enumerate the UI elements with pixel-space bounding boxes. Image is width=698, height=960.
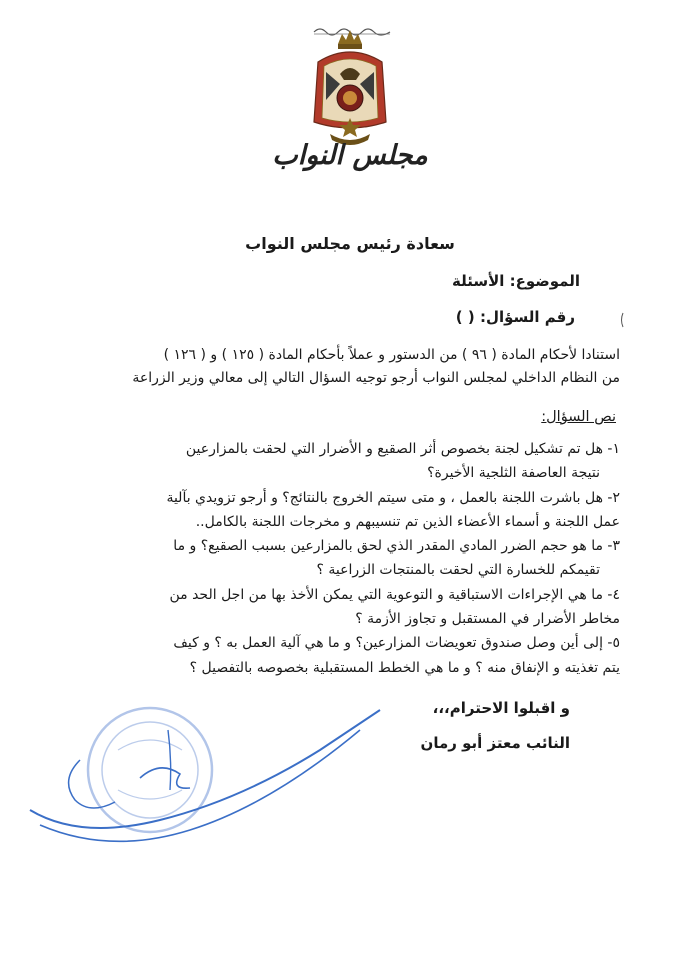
signer-name: النائب معتز أبو رمان xyxy=(420,734,570,752)
question-line: ٢- هل باشرت اللجنة بالعمل ، و متى سيتم الخروج بالنتائج؟ و أرجو تزويدي بآلية xyxy=(166,489,620,506)
question-number-label: رقم السؤال: ( ) xyxy=(455,308,575,326)
assembly-name-heading: مجلس النواب xyxy=(272,140,428,171)
handwritten-signature-and-stamp-icon xyxy=(20,690,400,860)
question-line: عمل اللجنة و أسماء الأعضاء الذين تم تنسيبهم و مخرجات اللجنة بالكامل.. xyxy=(195,513,620,530)
questions-list xyxy=(94,437,620,680)
intro-line: من النظام الداخلي لمجلس النواب أرجو توجيه السؤال التالي إلى معالي وزير الزراعة xyxy=(132,370,620,386)
intro-paragraph xyxy=(98,344,620,390)
question-line: نتيجة العاصفة الثلجية الأخيرة؟ xyxy=(427,465,600,482)
intro-line: استنادا لأحكام المادة ( ٩٦ ) من الدستور و عملاً بأحكام المادة ( ١٢٥ ) و ( ١٢٦ ) xyxy=(163,347,620,363)
jordan-coat-of-arms-icon xyxy=(300,22,400,157)
question-line: ١- هل تم تشكيل لجنة بخصوص أثر الصقيع و الأضرار التي لحقت بالمزارعين xyxy=(185,441,620,457)
question-line: تقيمكم للخسارة التي لحقت بالمنتجات الزراعية ؟ xyxy=(316,562,600,579)
closing-line: و اقبلوا الاحترام،،، xyxy=(432,699,570,717)
question-text-title: نص السؤال: xyxy=(541,409,616,425)
margin-tick-icon xyxy=(618,312,628,328)
addressee-heading: سعادة رئيس مجلس النواب xyxy=(245,234,455,253)
subject-line: الموضوع: الأسئلة xyxy=(451,272,580,290)
question-line: ٣- ما هو حجم الضرر المادي المقدر الذي لحق بالمزارعين بسبب الصقيع؟ و ما xyxy=(173,538,620,555)
question-line: ٥- إلى أين وصل صندوق تعويضات المزارعين؟ و ما هي آلية العمل به ؟ و كيف xyxy=(173,635,620,652)
question-line: ٤- ما هي الإجراءات الاستباقية و التوعوية التي يمكن الأخذ بها من اجل الحد من xyxy=(169,586,620,603)
question-line: مخاطر الأضرار في المستقبل و تجاوز الأزمة ؟ xyxy=(355,611,620,628)
question-line: يتم تغذيته و الإنفاق منه ؟ و ما هي الخطط المستقبلية بخصوصه بالتفصيل ؟ xyxy=(189,659,620,676)
